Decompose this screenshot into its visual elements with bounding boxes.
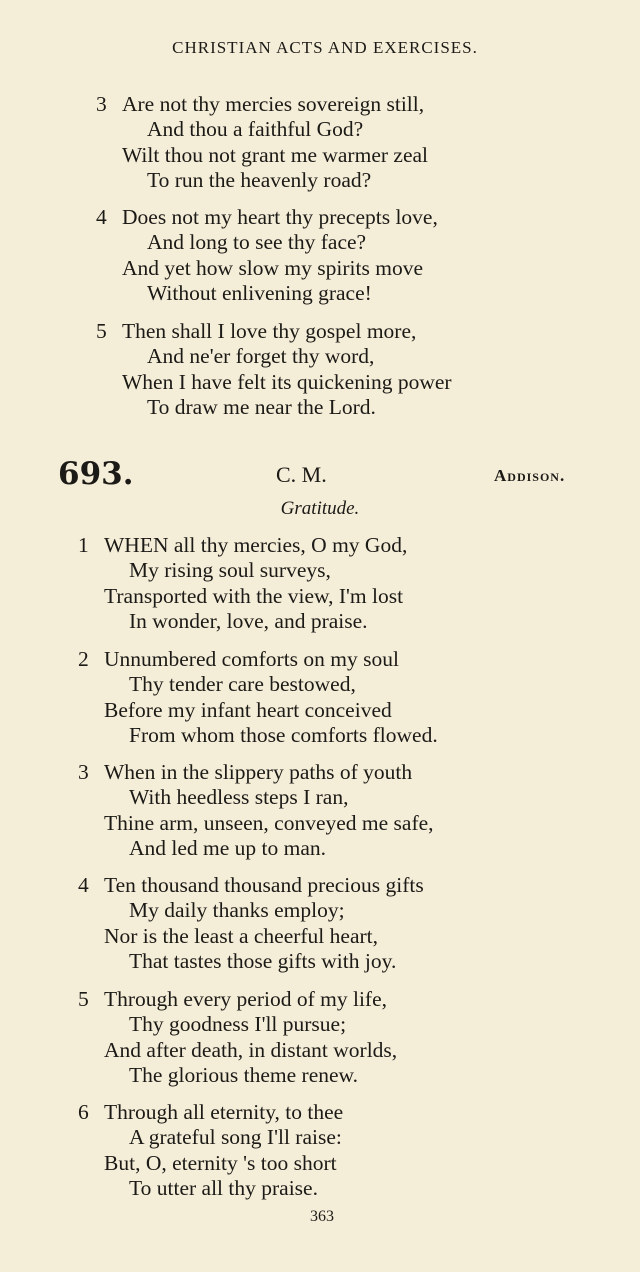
verse-line: When I have felt its quickening power [122, 369, 452, 394]
verse-line: But, O, eternity 's too short [104, 1150, 337, 1175]
verse-line: My rising soul surveys, [129, 558, 331, 583]
verse-line: And yet how slow my spirits move [122, 255, 423, 280]
verse-line: My daily thanks employ; [129, 898, 345, 923]
hymn-author: Addison. [494, 466, 566, 485]
stanza [96, 92, 428, 194]
verse-line: Thy tender care bestowed, [129, 672, 356, 697]
verse-line: The glorious theme renew. [129, 1063, 359, 1088]
stanza [78, 760, 434, 862]
verse-line: And led me up to man. [129, 836, 327, 861]
verse-line: To utter all thy praise. [129, 1176, 318, 1201]
stanza-number: 3 [78, 760, 89, 784]
verse-line: Are not thy mercies sovereign still, [122, 92, 425, 116]
stanza-number: 5 [96, 319, 107, 343]
verse-line: And thou a faithful God? [147, 117, 364, 142]
stanza-number: 4 [96, 205, 107, 229]
verse-line: Without enlivening grace! [147, 281, 372, 306]
stanza-number: 2 [78, 647, 89, 671]
stanza-number: 4 [78, 873, 89, 897]
verse-line: Ten thousand thousand precious gifts [104, 873, 424, 897]
verse-line: With heedless steps I ran, [129, 785, 349, 810]
verse-line: That tastes those gifts with joy. [129, 949, 397, 974]
verse-line: Nor is the least a cheerful heart, [104, 923, 378, 948]
verse-line: From whom those comforts flowed. [129, 723, 438, 748]
verse-line: A grateful song I'll raise: [129, 1125, 342, 1150]
verse-line: Thine arm, unseen, conveyed me safe, [104, 810, 434, 835]
verse-line: Before my infant heart conceived [104, 697, 392, 722]
verse-line: In wonder, love, and praise. [129, 609, 368, 634]
hymn-meter: C. M. [276, 462, 327, 487]
verse-line: Wilt thou not grant me warmer zeal [122, 142, 428, 167]
verse-line: To run the heavenly road? [147, 168, 372, 193]
verse-line: Thy goodness I'll pursue; [129, 1012, 347, 1037]
verse-line: Through every period of my life, [104, 987, 387, 1011]
verse-line: And after death, in distant worlds, [104, 1037, 398, 1062]
stanza-number: 6 [78, 1100, 89, 1124]
stanza [78, 1100, 344, 1202]
hymn-title: Gratitude. [280, 498, 360, 519]
verse-line: Then shall I love thy gospel more, [122, 319, 417, 343]
stanza-number: 5 [78, 987, 89, 1011]
stanza [96, 205, 438, 307]
verse-line: And long to see thy face? [147, 230, 367, 255]
stanza [78, 533, 408, 635]
stanza-number: 1 [78, 533, 89, 557]
hymn-number: 693. [58, 456, 134, 492]
verse-line: Transported with the view, I'm lost [104, 583, 404, 608]
verse-line: And ne'er forget thy word, [147, 344, 375, 369]
verse-line: When in the slippery paths of youth [104, 760, 413, 784]
stanza [96, 319, 452, 421]
verse-line: WHEN all thy mercies, O my God, [104, 533, 408, 557]
verse-line: To draw me near the Lord. [147, 395, 376, 420]
verse-line: Through all eternity, to thee [104, 1100, 344, 1124]
stanza [78, 987, 398, 1089]
stanza [78, 647, 438, 749]
stanza [78, 873, 424, 975]
running-head: CHRISTIAN ACTS AND EXERCISES. [172, 38, 478, 57]
page-number: 363 [310, 1208, 334, 1225]
verse-line: Unnumbered comforts on my soul [104, 647, 399, 671]
stanza-number: 3 [96, 92, 107, 116]
verse-line: Does not my heart thy precepts love, [122, 205, 438, 229]
